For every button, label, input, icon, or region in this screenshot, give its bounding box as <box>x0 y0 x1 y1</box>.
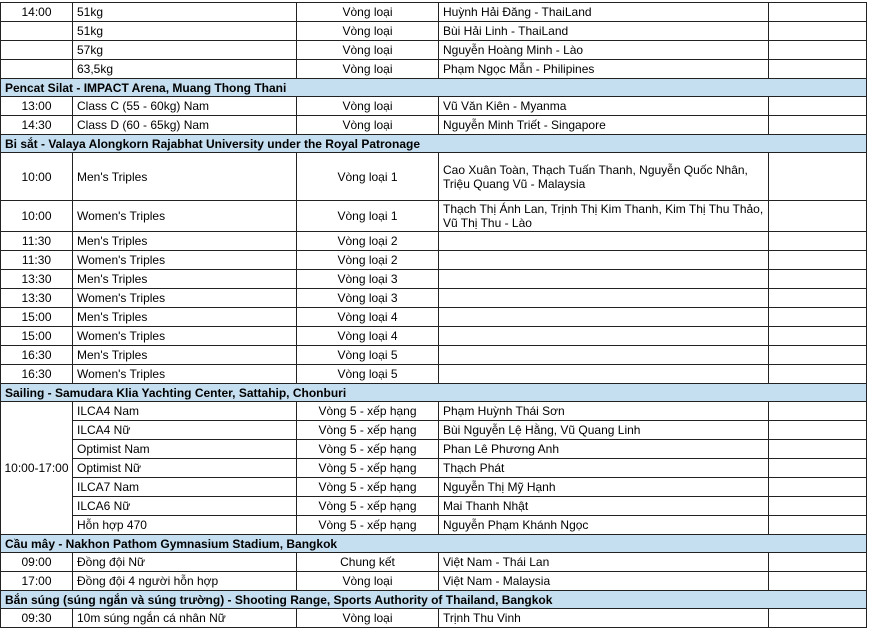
empty-cell <box>769 289 867 308</box>
round-cell: Vòng loại 4 <box>297 327 439 346</box>
empty-cell <box>769 516 867 535</box>
event-cell: ILCA7 Nam <box>73 478 297 497</box>
schedule-row <box>1 270 867 289</box>
section-title: Cầu mây - Nakhon Pathom Gymnasium Stadium, Bangkok <box>1 535 867 553</box>
time-cell: 13:00 <box>1 97 73 116</box>
schedule-row <box>1 402 867 421</box>
athletes-cell <box>439 365 769 384</box>
empty-cell <box>769 346 867 365</box>
round-cell: Vòng loại <box>297 572 439 591</box>
section-title: Sailing - Samudara Klia Yachting Center, Sattahip, Chonburi <box>1 384 867 402</box>
round-cell: Vòng loại 3 <box>297 270 439 289</box>
event-cell: 10m súng ngắn cá nhân Nữ <box>73 609 297 628</box>
event-cell: Women's Triples <box>73 365 297 384</box>
round-cell: Vòng 5 - xếp hạng <box>297 421 439 440</box>
event-cell: Men's Triples <box>73 153 297 201</box>
empty-cell <box>769 201 867 232</box>
empty-cell <box>769 116 867 135</box>
empty-cell <box>769 609 867 628</box>
event-cell: Men's Triples <box>73 232 297 251</box>
time-cell: 09:00 <box>1 553 73 572</box>
schedule-table <box>0 2 867 628</box>
time-cell: 16:30 <box>1 365 73 384</box>
round-cell: Vòng loại 3 <box>297 289 439 308</box>
round-cell: Vòng loại 1 <box>297 201 439 232</box>
athletes-cell <box>439 327 769 346</box>
event-cell: ILCA6 Nữ <box>73 497 297 516</box>
empty-cell <box>769 365 867 384</box>
athletes-cell: Việt Nam - Thái Lan <box>439 553 769 572</box>
time-cell: 09:30 <box>1 609 73 628</box>
schedule-row <box>1 3 867 22</box>
event-cell: Hỗn hợp 470 <box>73 516 297 535</box>
time-cell <box>1 60 73 79</box>
schedule-row <box>1 41 867 60</box>
time-cell: 10:00 <box>1 201 73 232</box>
event-cell: Women's Triples <box>73 201 297 232</box>
section-title: Pencat Silat - IMPACT Arena, Muang Thong Thani <box>1 79 867 97</box>
schedule-row <box>1 478 867 497</box>
schedule-row <box>1 232 867 251</box>
empty-cell <box>769 497 867 516</box>
round-cell: Vòng loại 5 <box>297 346 439 365</box>
round-cell: Vòng loại 1 <box>297 153 439 201</box>
section-header-row <box>1 384 867 402</box>
event-cell: 51kg <box>73 3 297 22</box>
athletes-cell: Bùi Hải Linh - ThaiLand <box>439 22 769 41</box>
athletes-cell: Phan Lê Phương Anh <box>439 440 769 459</box>
athletes-cell <box>439 308 769 327</box>
schedule-row <box>1 116 867 135</box>
empty-cell <box>769 153 867 201</box>
time-cell: 15:00 <box>1 327 73 346</box>
empty-cell <box>769 421 867 440</box>
athletes-cell: Nguyễn Minh Triết - Singapore <box>439 116 769 135</box>
section-header-row <box>1 79 867 97</box>
athletes-cell: Việt Nam - Malaysia <box>439 572 769 591</box>
empty-cell <box>769 572 867 591</box>
time-cell: 15:00 <box>1 308 73 327</box>
athletes-cell: Phạm Ngọc Mẫn - Philipines <box>439 60 769 79</box>
time-cell: 16:30 <box>1 346 73 365</box>
athletes-cell: Vũ Văn Kiên - Myanma <box>439 97 769 116</box>
athletes-cell <box>439 270 769 289</box>
round-cell: Vòng loại 2 <box>297 232 439 251</box>
schedule-row <box>1 365 867 384</box>
schedule-body <box>1 3 867 628</box>
round-cell: Vòng loại <box>297 22 439 41</box>
schedule-row <box>1 153 867 201</box>
round-cell: Vòng 5 - xếp hạng <box>297 459 439 478</box>
round-cell: Vòng 5 - xếp hạng <box>297 440 439 459</box>
time-cell: 17:00 <box>1 572 73 591</box>
athletes-cell: Phạm Huỳnh Thái Sơn <box>439 402 769 421</box>
time-cell: 13:30 <box>1 270 73 289</box>
section-header-row <box>1 591 867 609</box>
time-cell: 13:30 <box>1 289 73 308</box>
athletes-cell: Bùi Nguyễn Lệ Hằng, Vũ Quang Linh <box>439 421 769 440</box>
empty-cell <box>769 3 867 22</box>
athletes-cell: Thạch Phát <box>439 459 769 478</box>
empty-cell <box>769 270 867 289</box>
schedule-row <box>1 497 867 516</box>
schedule-row <box>1 572 867 591</box>
schedule-row <box>1 459 867 478</box>
event-cell: 51kg <box>73 22 297 41</box>
schedule-row <box>1 251 867 270</box>
time-cell: 11:30 <box>1 251 73 270</box>
section-header-row <box>1 535 867 553</box>
athletes-cell: Trịnh Thu Vinh <box>439 609 769 628</box>
round-cell: Vòng loại 5 <box>297 365 439 384</box>
athletes-cell: Mai Thanh Nhật <box>439 497 769 516</box>
event-cell: Women's Triples <box>73 251 297 270</box>
schedule-sheet <box>0 2 867 628</box>
schedule-row <box>1 609 867 628</box>
event-cell: Men's Triples <box>73 346 297 365</box>
empty-cell <box>769 327 867 346</box>
empty-cell <box>769 440 867 459</box>
time-cell: 14:00 <box>1 3 73 22</box>
empty-cell <box>769 402 867 421</box>
round-cell: Vòng 5 - xếp hạng <box>297 497 439 516</box>
time-cell: 10:00-17:00 <box>1 402 73 535</box>
empty-cell <box>769 308 867 327</box>
schedule-row <box>1 440 867 459</box>
time-cell: 10:00 <box>1 153 73 201</box>
round-cell: Vòng loại <box>297 41 439 60</box>
schedule-row <box>1 308 867 327</box>
empty-cell <box>769 478 867 497</box>
athletes-cell <box>439 346 769 365</box>
round-cell: Vòng loại <box>297 3 439 22</box>
event-cell: ILCA4 Nữ <box>73 421 297 440</box>
schedule-row <box>1 516 867 535</box>
athletes-cell: Thạch Thị Ánh Lan, Trịnh Thị Kim Thanh, Kim Thị Thu Thảo, Vũ Thị Thu - Lào <box>439 201 769 232</box>
round-cell: Vòng loại <box>297 97 439 116</box>
athletes-cell: Cao Xuân Toàn, Thạch Tuấn Thanh, Nguyễn Quốc Nhân, Triệu Quang Vũ - Malaysia <box>439 153 769 201</box>
event-cell: Men's Triples <box>73 270 297 289</box>
round-cell: Vòng loại 2 <box>297 251 439 270</box>
event-cell: Women's Triples <box>73 327 297 346</box>
round-cell: Vòng loại 4 <box>297 308 439 327</box>
event-cell: Đồng đội 4 người hỗn hợp <box>73 572 297 591</box>
empty-cell <box>769 232 867 251</box>
schedule-row <box>1 97 867 116</box>
schedule-row <box>1 60 867 79</box>
event-cell: Men's Triples <box>73 308 297 327</box>
empty-cell <box>769 22 867 41</box>
time-cell: 11:30 <box>1 232 73 251</box>
empty-cell <box>769 553 867 572</box>
time-cell <box>1 22 73 41</box>
event-cell: Optimist Nam <box>73 440 297 459</box>
athletes-cell: Nguyễn Phạm Khánh Ngọc <box>439 516 769 535</box>
round-cell: Chung kết <box>297 553 439 572</box>
athletes-cell <box>439 251 769 270</box>
time-cell: 14:30 <box>1 116 73 135</box>
empty-cell <box>769 60 867 79</box>
section-header-row <box>1 135 867 153</box>
empty-cell <box>769 41 867 60</box>
athletes-cell <box>439 232 769 251</box>
athletes-cell: Huỳnh Hải Đăng - ThaiLand <box>439 3 769 22</box>
round-cell: Vòng loại <box>297 116 439 135</box>
event-cell: ILCA4 Nam <box>73 402 297 421</box>
section-title: Bắn súng (súng ngắn và súng trường) - Shooting Range, Sports Authority of Thailand, Bangkok <box>1 591 867 609</box>
round-cell: Vòng 5 - xếp hạng <box>297 478 439 497</box>
schedule-row <box>1 22 867 41</box>
athletes-cell: Nguyễn Hoàng Minh - Lào <box>439 41 769 60</box>
time-cell <box>1 41 73 60</box>
event-cell: Optimist Nữ <box>73 459 297 478</box>
event-cell: 63,5kg <box>73 60 297 79</box>
schedule-row <box>1 346 867 365</box>
empty-cell <box>769 97 867 116</box>
event-cell: Đồng đội Nữ <box>73 553 297 572</box>
athletes-cell <box>439 289 769 308</box>
schedule-row <box>1 327 867 346</box>
schedule-row <box>1 201 867 232</box>
schedule-row <box>1 421 867 440</box>
event-cell: Class D (60 - 65kg) Nam <box>73 116 297 135</box>
empty-cell <box>769 251 867 270</box>
empty-cell <box>769 459 867 478</box>
event-cell: 57kg <box>73 41 297 60</box>
event-cell: Women's Triples <box>73 289 297 308</box>
schedule-row <box>1 553 867 572</box>
schedule-row <box>1 289 867 308</box>
round-cell: Vòng 5 - xếp hạng <box>297 402 439 421</box>
event-cell: Class C (55 - 60kg) Nam <box>73 97 297 116</box>
round-cell: Vòng 5 - xếp hạng <box>297 516 439 535</box>
round-cell: Vòng loại <box>297 60 439 79</box>
round-cell: Vòng loại <box>297 609 439 628</box>
athletes-cell: Nguyễn Thị Mỹ Hạnh <box>439 478 769 497</box>
section-title: Bi sắt - Valaya Alongkorn Rajabhat University under the Royal Patronage <box>1 135 867 153</box>
